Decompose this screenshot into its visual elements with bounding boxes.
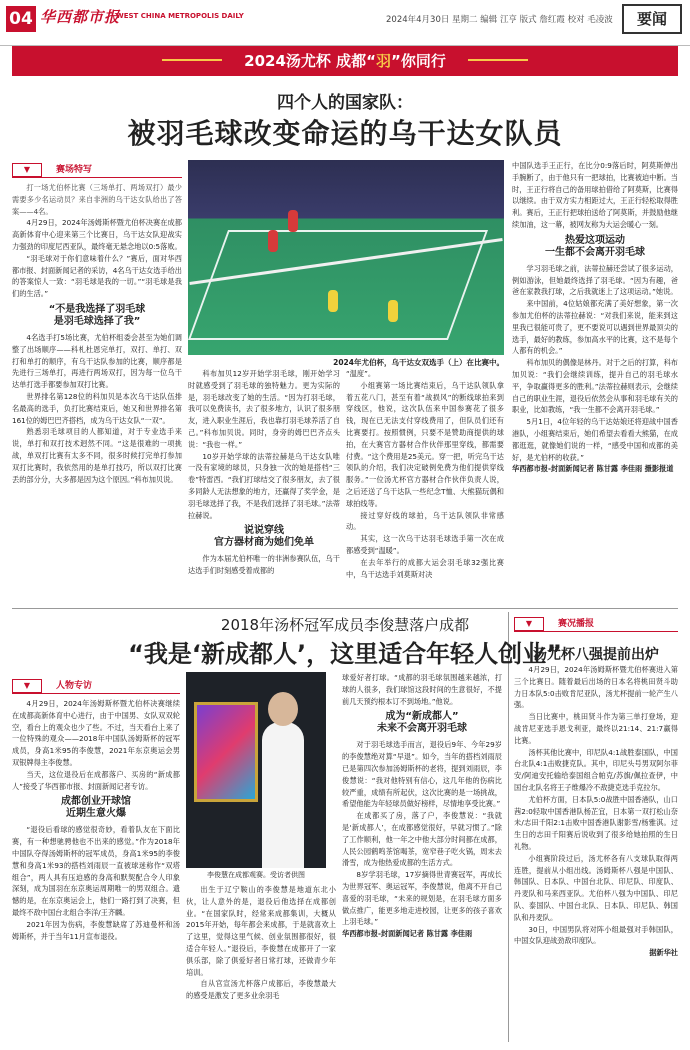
article1-column-4	[512, 160, 678, 608]
paragraph: 5月1日，4位年轻的乌干达姑娘还将迎战中国香港队，小组赛结束后，她们希望去看看大熊猫，在成都逛逛，就像她们说的一样，“感受中国和成都的美好，是尤伯杯的收获。”	[512, 417, 678, 462]
player-figure	[268, 230, 278, 252]
paragraph: 汤杯其他比赛中，印尼队4:1战胜泰国队，中国台北队4:1击败捷克队。其中，印尼头号男双阿尔菲安/阿迪安托输给泰国组合帕克/苏旗/佩拉查伊，中国台北队名将王子维爆冷不敌捷克选手克拉尔。	[514, 747, 678, 792]
article2-title: “我是‘新成都人’，这里适合年轻人创业”	[128, 640, 562, 668]
paragraph: 科布加贝的偶像是林丹。对于之后的打算，科布加贝说：“我们会继续训练，提升自己的羽毛球水平，争取赢得更多的胜利。”法蒂拉赫则表示，会继续自己的职业生涯，退役后依然会从事和羽毛球有关的职业，比如教练，“我一生都不会离开羽毛球。”	[512, 358, 678, 415]
paragraph: “温度”。	[346, 369, 376, 378]
paragraph: 作为本届尤伯杯唯一的非洲参赛队伍，乌干达选手们时刻感受着成都的	[188, 554, 340, 576]
article3-byline: 据新华社	[649, 948, 678, 958]
tag-label: 赛况播报	[558, 619, 595, 629]
article1-column-3	[346, 368, 504, 612]
divider	[508, 612, 509, 1042]
paragraph: 自从官宣汤尤杯落户成都后，李俊慧最大的感受是激发了更多业余羽毛	[186, 979, 336, 1001]
tag-arrow-icon: ▼	[12, 163, 42, 177]
tag-label: 人物专访	[56, 681, 93, 691]
paragraph: 球爱好者打球。“成都的羽毛球氛围越来越浓，打球的人很多，我们球馆这段时间的生意很好，不提前几天预约根本订不到场地。”他说。	[342, 673, 502, 706]
paragraph: 世界排名第128位的科加贝是本次乌干达队伍排名最高的选手，负打比赛结束后，她又和世界排名第161位的姆巴巴齐搭档，成为乌干达女队“一双”。	[12, 391, 182, 425]
article1-column-1	[12, 182, 182, 612]
paragraph: 4月29日，2024年汤姆斯杯暨尤伯杯决赛在成都高新体育中心迎来第三个比赛日，乌干达女队迎战实力强劲的印度尼西亚队，最终毫无悬念地以0:5落败。	[12, 218, 182, 251]
article2-section-tag	[12, 678, 180, 694]
player-figure	[328, 290, 338, 312]
tag-arrow-icon: ▼	[514, 617, 544, 631]
article1-section-tag	[12, 162, 182, 178]
page-header	[0, 0, 690, 46]
paragraph: 在成都买了房，落了户，李俊慧说：“我就是‘新成都人’，在成都感觉很好，早就习惯了。”除了工作顺利，他一年之中他大部分时间都在成都，人民公园鹤鸣茶馆喝茶，宽窄巷子吃火锅，周末去滑雪，成为他热爱成都的生活方式。	[342, 811, 502, 868]
article2-column-3	[342, 672, 502, 1044]
paragraph: 出生于辽宁鞍山的李俊慧是地道东北小伙，让人意外的是，退役后他选择在成都创业。“在国家队时，经常来成都集训，大概从2015年开始，每年都会来成都，于是就喜欢上了这里，觉得这里气候、创业氛围都很好，很适合年轻人。”退役后，李俊慧在成都开了一家俱乐部，除了俱爱好者日常打球，还做青少年培训。	[186, 885, 336, 977]
paragraph: 4月29日，2024年汤姆斯杯暨尤伯杯决赛继续在成都高新体育中心进行，由于中国男、女队双双轮空，看台上的观众也少了些。不过，当天看台上来了一位特殊的观众——2018年中国队汤姆斯杯的冠军成员，身高1米95的李俊慧，2021年东京奥运会男双银牌得主李俊慧。	[12, 699, 180, 767]
player-figure	[388, 300, 398, 322]
article2-column-1	[12, 698, 180, 1044]
paragraph: 在去年举行的成都大运会羽毛球32强比赛中，乌干达选手刘莫斯对决	[346, 557, 504, 579]
article1-intro: 打一场尤伯杯比赛（三场单打、两场双打）最少需要多少名运动员？来自非洲的乌干达女队给出了答案——4名。	[12, 183, 182, 216]
paragraph: 8岁学羽毛球，17岁摘得世青赛冠军，再成长为世界冠军、奥运冠军，李俊慧说，他离不开自己喜爱的羽毛球，“未来的规划是，在羽毛球方面多做点推广，能更多地走进校园，让更多的孩子喜欢上羽毛球。”	[342, 870, 502, 927]
paragraph: 小组赛第一场比赛结束后，乌干达队领队拿着五花八门，甚至有着“战损风”的断线球拍来到穿线区，他说，这次队伍来中国参赛花了很多钱，现在已无法支付穿线费用了，但队员们还有比赛要打。按照惯例，只要不是赞助商提供的球拍，在大赛官方器材合作伙伴那里穿线，都需要付费。“这个费用是25美元。穿一把，听完乌干达领队的介绍，我们决定破例免费为他们提供穿线服务。”一位汤尤杯官方器材合作伙伴负责人说，之后还送了乌干达队一些纪念T恤、大熊猫玩偶和球拍线等。	[346, 380, 504, 508]
paragraph: 来中国前，4位姑娘都充满了美好想象，第一次参加尤伯杯的法蒂拉赫说：“对我们来说，能来到这里我已很能可贵了，更不要说可以遇到世界最顶尖的选手，最好的教练，参加高水平的比赛，这不是每个人都有的机会。”	[512, 299, 678, 356]
page-number: 04	[6, 6, 36, 32]
article2-byline: 华西都市报-封面新闻记者 陈甘露 李佳雨	[342, 929, 473, 939]
paragraph: 4月29日，2024年汤姆斯杯暨尤伯杯赛进入第三个比赛日。随着最后出场的日本名将桃田贤斗助力日本队5:0击败肯尼亚队，汤尤杯提前一轮产生八强。	[514, 665, 678, 710]
paragraph: 中国队选手王正行，在比分0:9落后时，阿莫斯伸出手腕断了，由于他只有一把球拍，比赛被迫中断。当时，王正行将自己的备用球拍借给了阿莫斯，比赛得以继续。由于双方实力相距过大，王正行轻松取得胜利。赛后，王正行把球拍送给了阿莫斯，并鼓励他继续加油，这一幕，被网友称为大运会暖心一刻。	[512, 161, 678, 229]
paragraph: 对于羽毛球选手而言，退役后9年、今年29岁的李俊慧绝对算“早退”。如今，当年的搭档刘雨辰已是第四次参加汤姆斯杯的老将，提到刘雨辰，李俊慧说：“我对他特别有信心，这几年他的伤病比较严重，成绩有所起伏，这次比赛的是一场挑战，希望他能为年轻球员做好榜样，尽情地享受比赛。”	[342, 740, 502, 809]
article1-subhead-1: “不是我选择了羽毛球 是羽毛球选择了我”	[48, 303, 146, 327]
article2-subhead-1: 成都创业开球馆 近期生意火爆	[61, 796, 131, 820]
article2-subtitle: 2018年汤杯冠军成员李俊慧落户成都	[220, 616, 470, 634]
paragraph: “羽毛球对于你们意味着什么？”赛后，面对华西都市报、封面新闻记者的采访，4名乌干达女选手给出的答案惊人一致：“羽毛球是我的一切。”“羽毛球是我们的生活。”	[12, 253, 182, 299]
article2-subhead-2: 成为“新成都人” 未来不会离开羽毛球	[377, 711, 467, 735]
paragraph: 30日，中国男队将对阵小组最强对手韩国队，中国女队迎战劲敌印度队。	[514, 924, 678, 946]
article2-photo	[186, 672, 326, 868]
article3-title: 汤尤杯八强提前出炉	[533, 647, 659, 663]
tag-arrow-icon: ▼	[12, 679, 42, 693]
paragraph: 当天，这位退役后在成都落户、买房的“新成都人”接受了华西都市报、封面新闻记者专访。	[12, 769, 180, 791]
divider	[12, 608, 678, 609]
paragraph: 当日比赛中，桃田贤斗作为第三单打登场，迎战肯尼亚选手恩戈利亚，最终以21:14、21:7赢得比赛。	[514, 712, 678, 745]
paragraph: 学习羽毛球之前，法蒂拉赫还尝试了很多运动，例如游泳，但她最终选择了羽毛球。“因为有趣，爸爸在家教我打球，之后我就迷上了这项运动。”她说。	[512, 263, 678, 297]
article1-title: 被羽毛球改变命运的乌干达女队员	[127, 117, 563, 150]
article1-subhead-3: 热爱这项运动 一生都不会离开羽毛球	[545, 234, 645, 258]
paragraph: 熟悉羽毛球项目的人都知道，对于专业选手来说，单打和双打技术迥然不同。“这是很难的一项挑战，单双打比赛有太多不同，很多时候打完单打参加双打比赛时，我依然用的是单打技巧，所以双打比赛丢的部分分，大多都是因为这个原因。”科布加贝说。	[12, 427, 182, 484]
article3-body	[514, 664, 678, 1044]
masthead-english: WEST CHINA METROPOLIS DAILY	[116, 12, 244, 20]
paragraph: 小组赛阶段过后，汤尤杯各有八支球队取得两连胜，提前从小组出线。汤姆斯杯八强是中国队、韩国队、日本队、中国台北队、印尼队、印度队、丹麦队和马来西亚队。尤伯杯八强为中国队、印尼队、泰国队、中国台北队、日本队、印尼队、韩国队和丹麦队。	[514, 853, 678, 922]
article1-subhead-2: 说说穿线 官方器材商为她们免单	[214, 525, 314, 549]
person-figure	[262, 722, 304, 868]
banner-highlight: 羽	[375, 52, 391, 70]
tag-label: 赛场特写	[56, 165, 93, 175]
banner-pre: 2024汤尤杯 成都“	[244, 52, 376, 70]
banner-post: ”你同行	[391, 52, 446, 70]
article1-photo	[188, 160, 504, 355]
paragraph: 接过穿好线的球拍，乌干达队领队非常感动。	[346, 510, 504, 532]
article2-column-2	[186, 884, 336, 1044]
paragraph: 尤伯杯方面，日本队5:0战胜中国香港队，山口茜2:0轻取中国香港队杨芷宜，日本第一双打松山奈未/志田千阳2:1击败中国香港队谢影雪/杨雅淇。过生日的志田千阳赛后说收到了很多给她拍照的生日礼物。	[514, 794, 678, 851]
article1-photo-caption: 2024年尤伯杯，乌干达女双选手（上）在比赛中。	[333, 358, 504, 367]
event-banner	[12, 46, 678, 76]
paragraph: 其实，这一次乌干达羽毛球选手第一次在成都感受到“温暖”。	[346, 534, 504, 555]
paragraph: 4名选手打5场比赛，尤伯杯组委会甚至为她们调整了出场顺序——科札杜恩完单打，双打、单打、双打和单打的顺序，有乌干达队参加的比赛，顺序都是先进行三场单打，再进行两场双打，因为每一位乌干达单打选手都要参加双打比赛。	[12, 332, 182, 390]
article1-column-2	[188, 368, 340, 612]
paragraph: “退役后看球的感觉很奇妙，看着队友在下面比赛，有一种想驰骋他也不出来的感觉。”作为2018年中国队夺得汤姆斯杯的冠军成员，身高1米95的李俊慧和身高1米93的搭档刘雨辰一直被球迷称作“双塔组合”，两人具有压迫感的身高和默契配合令人印象深刻，成为国羽在东京奥运周期唯一的男双组合。遗憾的是，在东京奥运会上，他们一路打到了决赛，但最终不敌中国台北组合李洋/王齐麟。	[12, 825, 180, 917]
paragraph: 科布加贝12岁开始学羽毛球，刚开始学习时就感受到了羽毛球的独特魅力。更为实际的是，羽毛球改变了她的生活。“因为打羽毛球，我可以免费读书，去了很多地方，认识了很多朋友，进入职业生涯后，我也靠打羽毛球养活了自己。”科布加贝说。同时，身旁的姆巴巴齐点头说：“我也一样。”	[188, 369, 340, 449]
masthead-logo: 华西都市报	[40, 8, 121, 26]
article2-photo-caption: 李俊慧在成都观赛。受访者供图	[207, 871, 305, 879]
paragraph: 2021年因为伤病，李俊慧缺席了苏迪曼杯和汤姆斯杯，并于当年11月宣布退役。	[12, 919, 180, 941]
person-head	[268, 692, 298, 726]
player-figure	[288, 210, 298, 232]
article1-byline: 华西都市报-封面新闻记者 陈甘露 李佳雨 摄影报道	[512, 464, 674, 474]
issue-meta: 2024年4月30日 星期二 编辑 江亨 版式 詹红霞 校对 毛凌波	[386, 15, 613, 25]
article1-subtitle: 四个人的国家队：	[277, 93, 413, 113]
framed-poster	[194, 702, 258, 802]
section-label: 要闻	[622, 4, 682, 34]
paragraph: 10岁开始学球的法蒂拉赫是乌干达女队唯一没有家境的球员，只身独一次的她是搭档“三卷”特雷西。“我们打球结交了很多朋友，去了很多同龄人无法想象的地方，还赢得了奖学金，是羽毛球选择了我，不是我们选择了羽毛球。”法蒂拉赫说。	[188, 451, 340, 520]
